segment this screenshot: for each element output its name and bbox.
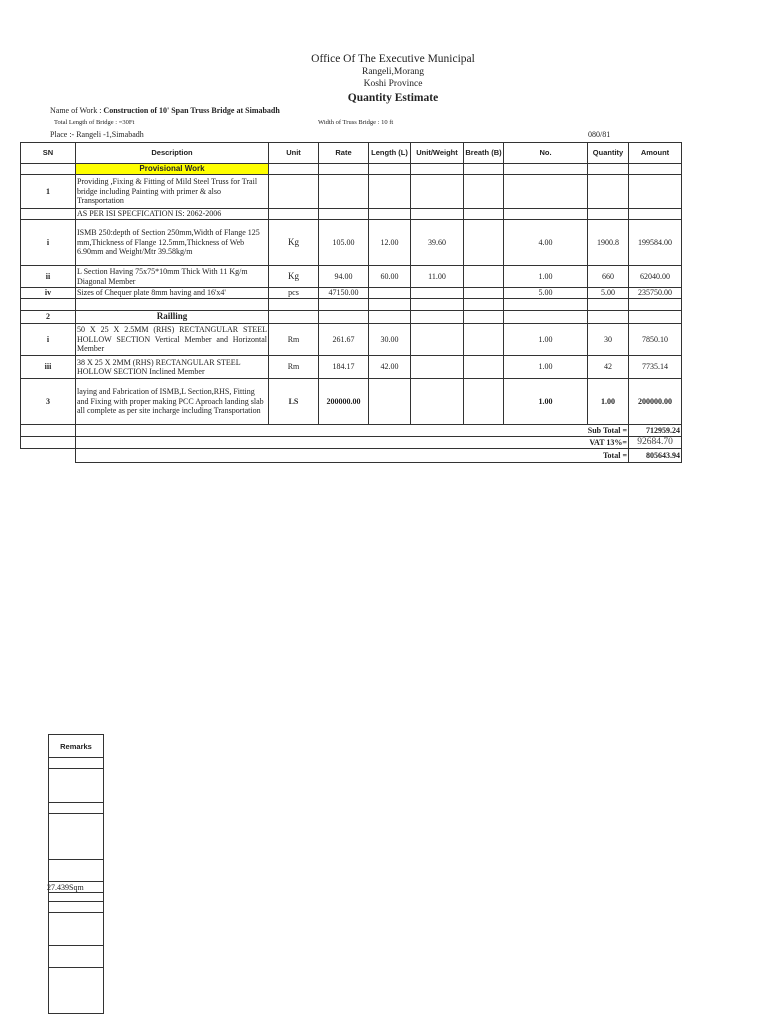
table-row: 3 laying and Fabrication of ISMB,L Section,RHS, Fitting and Fixing with proper making PCC Aproach landing slab all complete as per site incharge including Transportation LS 200000.00 1.00 1.00 200000.00 (21, 379, 682, 425)
col-header-quantity: Quantity (588, 143, 629, 164)
name-of-work-label: Name of Work : (50, 106, 104, 115)
table-header-row (21, 143, 682, 164)
office-location: Rangeli,Morang (361, 67, 424, 77)
vat-row (21, 437, 682, 449)
col-header-rate: Rate (319, 143, 369, 164)
table-row: ii L Section Having 75x75*10mm Thick With 11 Kg/m Diagonal Member Kg 94.00 60.00 11.00 1.00 660 62040.00 (21, 266, 682, 288)
document-heading: Quantity Estimate (347, 92, 439, 104)
total-label: Total = (76, 449, 629, 463)
place: Place :- Rangeli -1,Simabadh (50, 130, 144, 139)
table-row: i 50 X 25 X 2.5MM (RHS) RECTANGULAR STEEL HOLLOW SECTION Vertical Member and Horizontal Member Rm 261.67 30.00 1.00 30 7850.10 (21, 324, 682, 356)
remarks-header: Remarks (49, 735, 104, 758)
section-provisional-work: Provisional Work (76, 164, 269, 175)
col-header-unit: Unit (269, 143, 319, 164)
col-header-unit-weight: Unit/Weight (411, 143, 464, 164)
office-title: Office Of The Executive Municipal (311, 53, 475, 65)
vat-value: 92684.70 (629, 437, 682, 449)
fiscal-year: 080/81 (588, 130, 611, 139)
section-row-provisional (21, 164, 682, 175)
total-length: Total Length of Bridge : =30Ft (54, 119, 135, 126)
total-value: 805643.94 (629, 449, 682, 463)
section-row-railling: 2 Railling (21, 311, 682, 324)
subtotal-value: 712959.24 (629, 425, 682, 437)
area-note: 27.439Sqm (47, 882, 102, 893)
table-row: iv Sizes of Chequer plate 8mm having and 16'x4' pcs 47150.00 5.00 5.00 235750.00 (21, 288, 682, 299)
subtotal-row (21, 425, 682, 437)
col-header-length: Length (L) (369, 143, 411, 164)
vat-label: VAT 13%= (76, 437, 629, 449)
bridge-width: Width of Truss Bridge : 10 ft (318, 119, 394, 126)
remarks-table (48, 734, 104, 1014)
col-header-breath: Breath (B) (464, 143, 504, 164)
subtotal-label: Sub Total = (76, 425, 629, 437)
col-header-description: Description (76, 143, 269, 164)
section-railling: Railling (76, 311, 269, 324)
total-row (21, 449, 682, 463)
blank-row (21, 299, 682, 311)
quantity-estimate-table (20, 142, 682, 463)
col-header-sn: SN (21, 143, 76, 164)
name-of-work (50, 106, 280, 115)
name-of-work-value: Construction of 10' Span Truss Bridge at Simabadh (103, 106, 280, 115)
col-header-amount: Amount (629, 143, 682, 164)
office-province: Koshi Province (363, 79, 423, 89)
table-row: i ISMB 250:depth of Section 250mm,Width of Flange 125 mm,Thickness of Flange 12.5mm,Thickness of Web 6.90mm and Weight/Mtr 39.58kg/m Kg 105.00 12.00 39.60 4.00 1900.8 199584.00 (21, 220, 682, 266)
table-row: iii 38 X 25 X 2MM (RHS) RECTANGULAR STEEL HOLLOW SECTION Inclined Member Rm 184.17 42.00 1.00 42 7735.14 (21, 356, 682, 379)
col-header-no: No. (504, 143, 588, 164)
table-row: AS PER ISI SPECFICATION IS: 2062-2006 (21, 209, 682, 220)
table-row: 1 Providing ,Fixing & Fitting of Mild Steel Truss for Trail bridge including Painting with primer & also Transportation (21, 175, 682, 209)
